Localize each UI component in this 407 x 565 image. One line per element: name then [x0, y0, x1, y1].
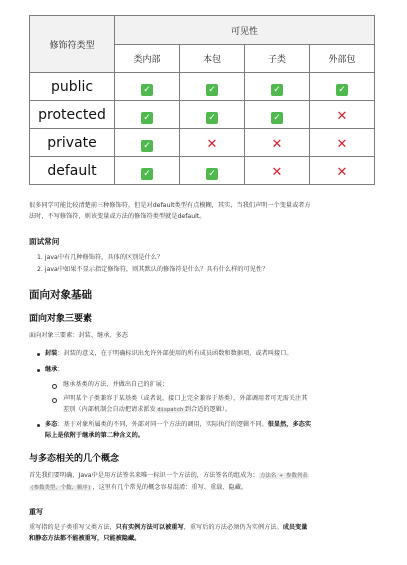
check-icon: ✓	[141, 84, 153, 96]
col-header-other-package: 外部包	[310, 45, 375, 73]
oop-intro: 面向对象三要素：封装、继承、多态	[29, 332, 128, 339]
access-modifier-table	[29, 15, 375, 185]
bullet-dot	[37, 353, 40, 356]
override-text-e: 和静态方法都不能被重写，只能被隐藏。	[29, 535, 141, 542]
modifier-name-cell: protected	[30, 101, 115, 129]
interview-heading: 面试常问	[29, 237, 60, 246]
visibility-header: 可见性	[115, 16, 375, 45]
sub-bullet-ring	[52, 398, 57, 403]
check-icon: ✓	[206, 84, 218, 96]
visibility-cell	[310, 129, 375, 157]
poly-concepts-heading: 与多态相关的几个概念	[29, 454, 120, 464]
visibility-cell	[245, 129, 310, 157]
table-header-row	[30, 16, 375, 45]
visibility-cell	[115, 129, 180, 157]
visibility-cell	[115, 101, 180, 129]
inheritance-label: 继承	[45, 366, 58, 373]
visibility-cell	[310, 157, 375, 185]
modifier-name-cell: private	[30, 129, 115, 157]
check-icon: ✓	[141, 112, 153, 124]
intro-line-1: 很多同学可能比较清楚前三种修饰符，但是对default类型有点模糊，其实，当我们声明一个变量或者方	[29, 202, 311, 209]
sub-bullet-ring	[52, 384, 57, 389]
poly-concepts-line-1	[29, 470, 389, 482]
modifier-name-cell: public	[30, 73, 115, 101]
override-text-a: 重写指的是子类重写父类方法，	[29, 524, 116, 531]
intro-line-2: 法时，不写修饰符，则该变量或方法的修饰符类型就是default。	[29, 213, 206, 220]
cross-icon: ✕	[271, 165, 283, 180]
visibility-cell	[115, 157, 180, 185]
check-icon: ✓	[206, 168, 218, 180]
check-icon: ✓	[141, 168, 153, 180]
check-icon: ✓	[271, 84, 283, 96]
bullet-dot	[37, 369, 40, 372]
override-line-1	[29, 522, 394, 533]
inheritance-sub-2-line-1: 声明某个子类兼容于某基类（或者说，接口上完全兼容于基类），外部调用者可无需关注其	[63, 395, 308, 402]
cross-icon: ✕	[271, 137, 283, 152]
polymorphism-label: 多态	[45, 421, 58, 428]
poly-concepts-paragraph	[29, 470, 389, 494]
poly-concepts-text-a: 首先我们要明确，Java中是用方法签名来唯一标识一个方法的，方法签名的组成为：	[29, 472, 259, 479]
polymorphism-text-a: ：基于对象所属类的不同，外部对同一个方法的调用，实际执行的逻辑不同。	[57, 421, 268, 428]
check-icon: ✓	[206, 112, 218, 124]
inheritance-sub-2	[63, 393, 393, 416]
interview-item-1: 1. java中有几种修饰符，具体的区别是什么？	[37, 254, 164, 261]
table-row	[30, 157, 375, 185]
polymorphism-line-1	[45, 419, 390, 430]
encapsulation-item	[45, 348, 293, 359]
col-header-class-inner: 类内部	[115, 45, 180, 73]
table-row	[30, 73, 375, 101]
override-text-c: ，重写后的方法必须仍为实例方法。	[183, 524, 283, 531]
check-icon: ✓	[336, 84, 348, 96]
cross-icon: ✕	[336, 137, 348, 152]
visibility-cell	[180, 101, 245, 129]
poly-concepts-line-2	[29, 482, 389, 494]
visibility-cell	[245, 157, 310, 185]
visibility-cell	[115, 73, 180, 101]
oop-heading: 面向对象基础	[29, 289, 92, 301]
override-text-b: 只有实例方法可以被重写	[115, 524, 184, 531]
table-row	[30, 129, 375, 157]
inheritance-sub-2-text-b: 到合适的逻辑）。	[184, 406, 232, 413]
polymorphism-text-b: 很显然，多态实	[267, 421, 312, 428]
modifier-name-cell: default	[30, 157, 115, 185]
visibility-cell	[180, 129, 245, 157]
interview-item-2: 2. java中如果不显示指定修饰符，则其默认的修饰符是什么？具有什么样的可见性？	[37, 266, 269, 273]
cross-icon: ✕	[336, 165, 348, 180]
override-paragraph	[29, 522, 394, 544]
inheritance-colon: ：	[57, 366, 64, 373]
override-line-2	[29, 533, 394, 544]
visibility-cell	[180, 73, 245, 101]
cross-icon: ✕	[206, 137, 218, 152]
polymorphism-item	[45, 419, 390, 441]
check-icon: ✓	[271, 112, 283, 124]
encapsulation-text: ：封装的意义，在于明确标识出允许外部使用的所有成员函数和数据项，或者叫接口。	[57, 350, 293, 357]
inheritance-sub-2-text-a: 差别（内部机制会自动把请求派发	[63, 406, 156, 413]
visibility-cell	[310, 73, 375, 101]
modifier-type-header: 修饰符类型	[30, 16, 115, 73]
inheritance-item	[45, 364, 64, 375]
polymorphism-text-c: 际上是依附于继承的第二种含义的。	[45, 432, 144, 439]
visibility-cell	[310, 101, 375, 129]
polymorphism-line-2	[45, 430, 390, 441]
method-signature-code: 方法名 + 参数列表	[260, 473, 308, 479]
col-header-subclass: 子类	[245, 45, 310, 73]
table-row	[30, 101, 375, 129]
override-text-d: 成员变量	[282, 524, 308, 531]
inheritance-sub-1: 继承基类的方法，并做出自己的扩展；	[63, 381, 169, 388]
bullet-dot	[37, 424, 40, 427]
cross-icon: ✕	[336, 109, 348, 124]
encapsulation-label: 封装	[45, 350, 58, 357]
visibility-cell	[180, 157, 245, 185]
param-list-code: (参数类型、个数、顺序)	[30, 485, 91, 491]
col-header-same-package: 本包	[180, 45, 245, 73]
dispatch-code: dispatch	[157, 407, 184, 413]
oop-subheading: 面向对象三要素	[29, 314, 93, 324]
override-heading: 重写	[29, 508, 43, 516]
visibility-cell	[245, 101, 310, 129]
inheritance-sub-2-line-2	[63, 404, 393, 416]
visibility-cell	[245, 73, 310, 101]
check-icon: ✓	[141, 140, 153, 152]
intro-paragraph	[29, 200, 384, 222]
poly-concepts-text-b: ，这里有几个常见的概念容易混淆：重写、重载、隐藏。	[92, 484, 248, 491]
